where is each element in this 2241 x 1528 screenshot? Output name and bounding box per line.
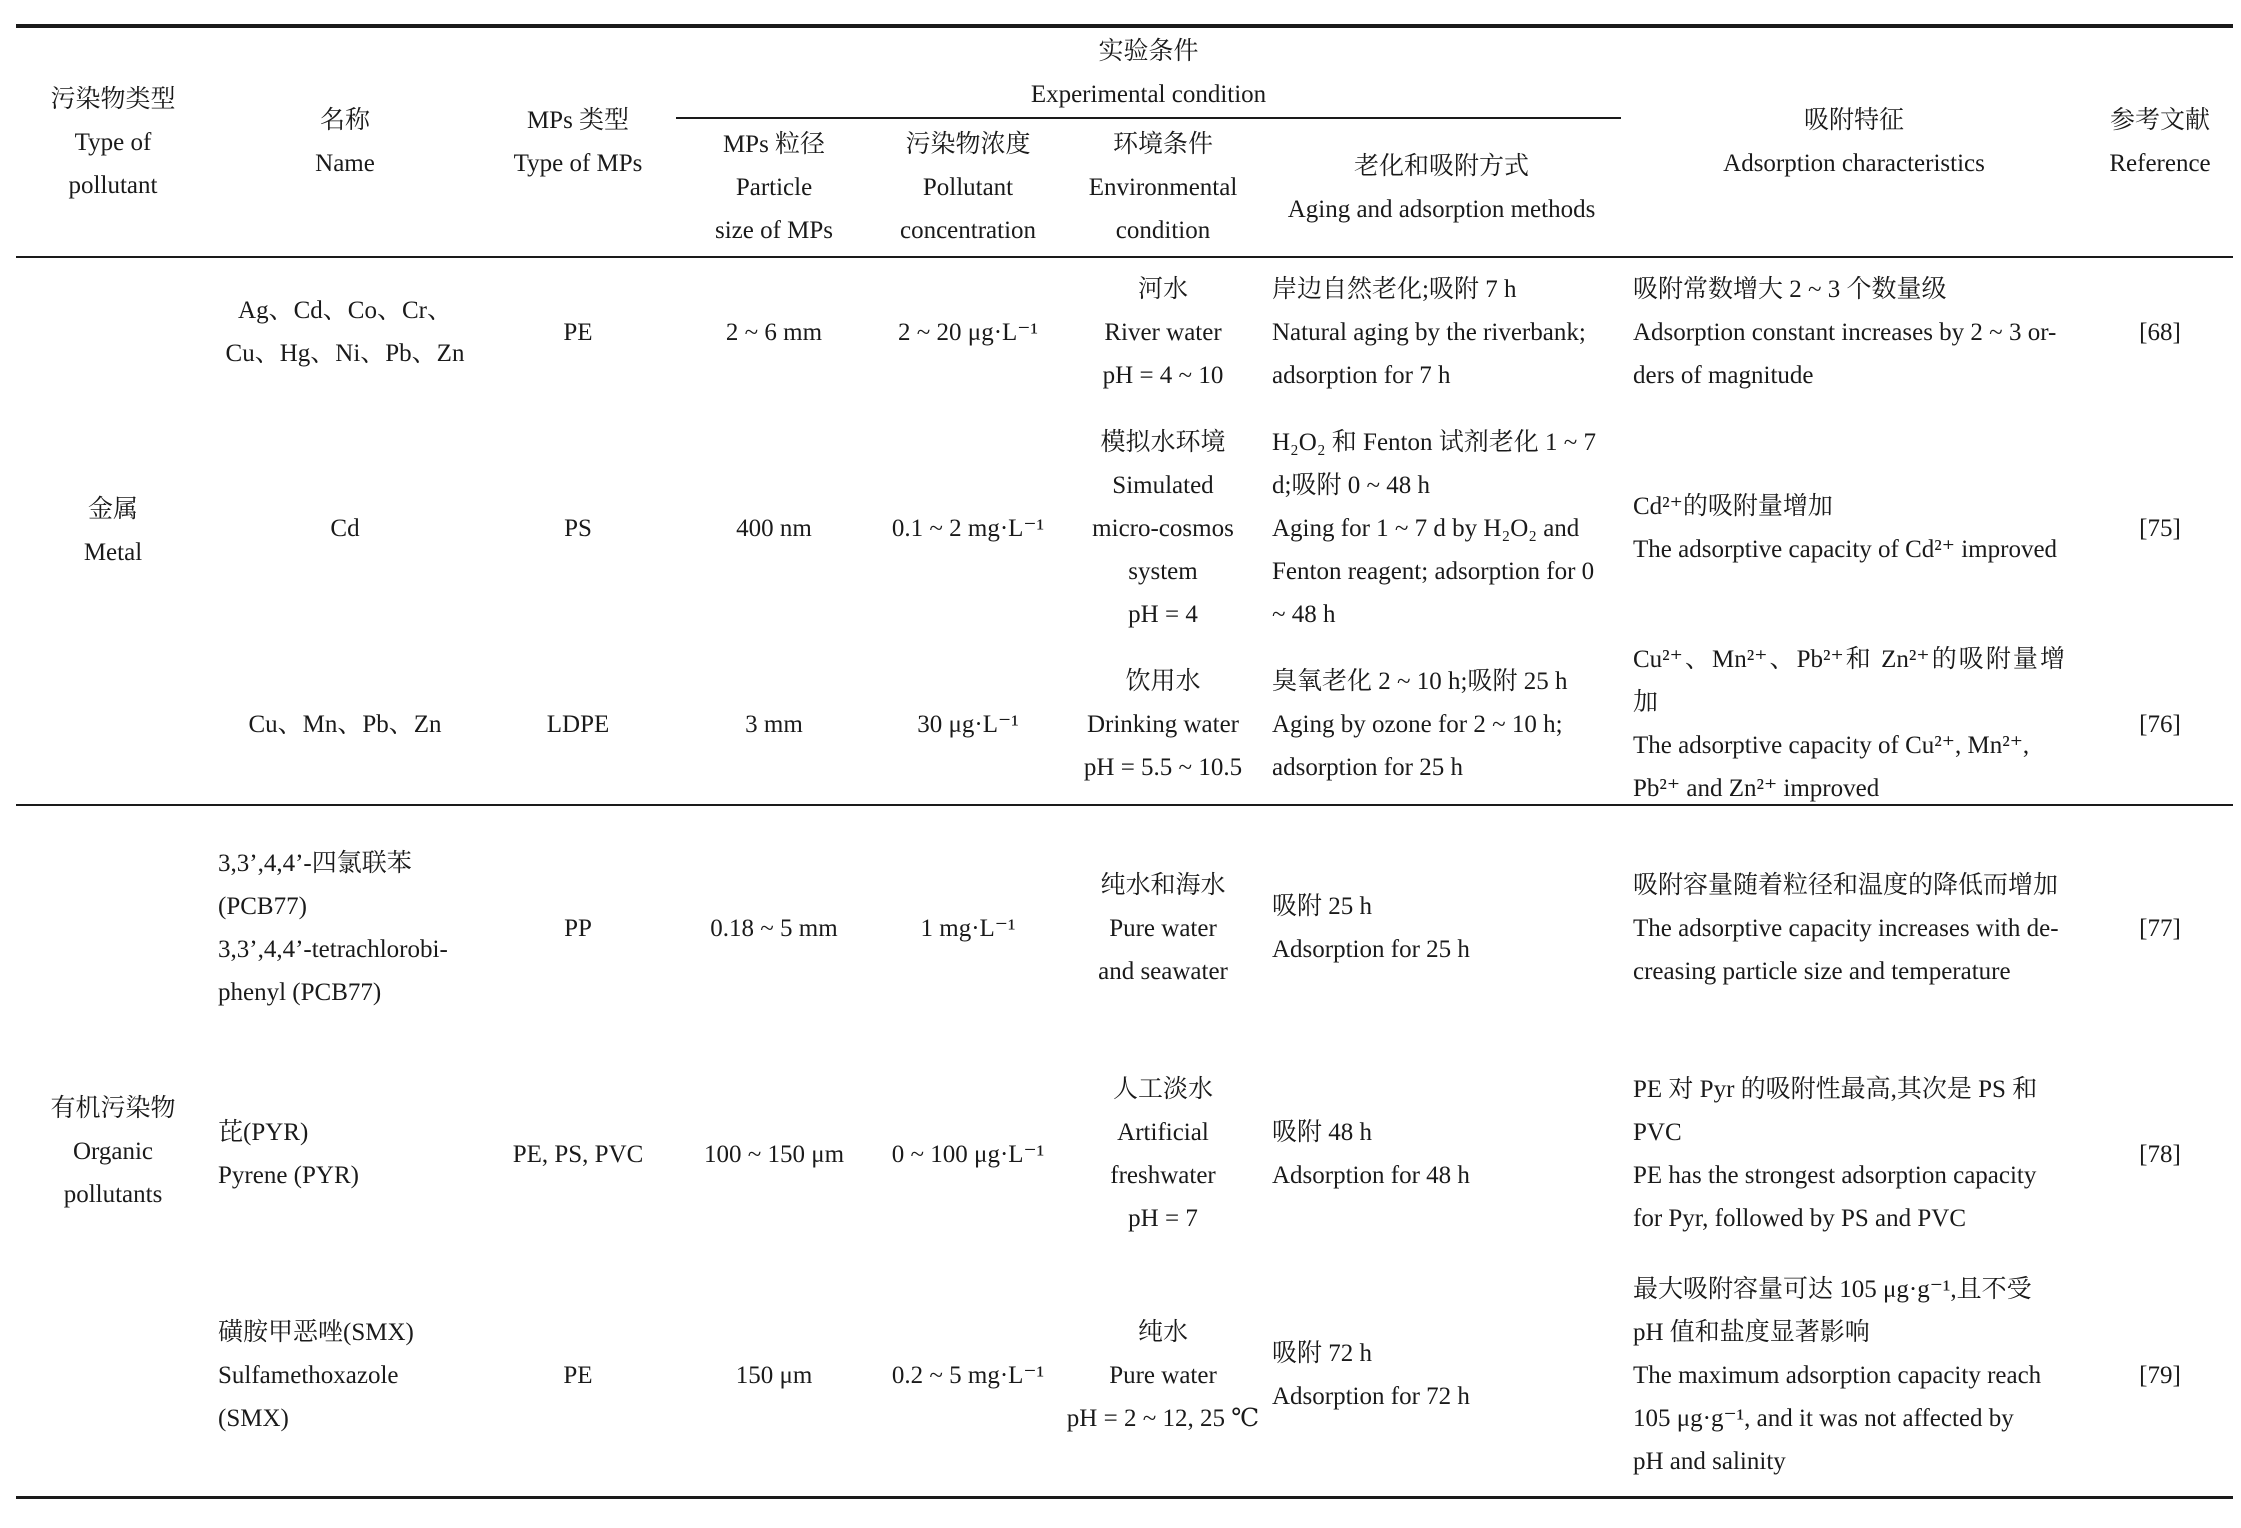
header-type-of-pollutant-line: Type of [74, 128, 152, 156]
table-cell-char-line: Adsorption constant increases by 2 ~ 3 or- [1633, 318, 2057, 346]
table-cell-size-line: 2 ~ 6 mm [725, 318, 823, 346]
table-cell-size [676, 410, 872, 646]
table-cell-ref [2087, 652, 2233, 796]
header-name-line: 名称 [319, 107, 370, 134]
header-adsorption-characteristics-line: Adsorption characteristics [1723, 150, 1985, 177]
table-cell-name-line: Cd [330, 514, 360, 542]
table-cell-mps [480, 1262, 676, 1488]
table-cell-size [676, 820, 872, 1036]
table-cell-char-line: pH 值和盐度显著影响 [1633, 1318, 1870, 1346]
table-cell-env-line: pH = 7 [1128, 1205, 1198, 1232]
table-cell-char-line: pH and salinity [1633, 1447, 1786, 1475]
table-cell-env-line: 纯水 [1137, 1318, 1188, 1346]
table-cell-name-line: (SMX) [218, 1404, 289, 1432]
table-cell-ref-line: [77] [2139, 914, 2181, 942]
table-cell-name-line: Cu、Mn、Pb、Zn [248, 710, 442, 738]
table-cell-mps [480, 410, 676, 646]
header-aging-adsorption-line: 老化和吸附方式 [1353, 152, 1529, 180]
table-cell-env-line: Drinking water [1086, 710, 1240, 738]
table-cell-mps-line: PE [563, 1361, 593, 1389]
table-cell-conc-line: 0.1 ~ 2 mg·L⁻¹ [891, 514, 1045, 542]
table-cell-char-line: 105 μg·g⁻¹, and it was not affected by [1633, 1404, 2014, 1432]
table-cell-mps-line: PP [564, 914, 592, 942]
table-cell-name-line: 芘(PYR) [218, 1119, 309, 1146]
table-cell-aging-line: 岸边自然老化;吸附 7 h [1272, 275, 1517, 303]
header-environmental-condition [1064, 119, 1262, 256]
table-cell-aging-line: ~ 48 h [1272, 600, 1336, 628]
header-reference-line: 参考文献 [2109, 107, 2210, 134]
table-cell-env-line: Pure water [1109, 914, 1217, 942]
table-cell-char-line: The maximum adsorption capacity reach [1633, 1361, 2042, 1389]
table-cell-conc [872, 1262, 1064, 1488]
table-cell-aging-line: 吸附 25 h [1272, 893, 1373, 920]
table-cell-conc [872, 1056, 1064, 1252]
table-cell-env-line: pH = 4 [1128, 600, 1198, 628]
table-cell-conc-line: 0 ~ 100 μg·L⁻¹ [891, 1140, 1045, 1168]
table-cell-aging [1272, 820, 1611, 1036]
table-cell-size [676, 268, 872, 396]
header-pollutant-concentration-line: concentration [899, 217, 1037, 244]
table-cell-aging-line: adsorption for 7 h [1272, 361, 1451, 389]
group-label-line: pollutants [63, 1180, 163, 1208]
table-cell-char-line: 吸附常数增大 2 ~ 3 个数量级 [1633, 275, 1947, 303]
table-cell-name [210, 268, 480, 396]
table-cell-char-line: The adsorptive capacity of Cu²⁺, Mn²⁺, [1633, 732, 2030, 759]
table-cell-conc [872, 410, 1064, 646]
table-cell-aging-line: 吸附 48 h [1272, 1119, 1373, 1146]
table-cell-char [1633, 1056, 2065, 1252]
table-cell-mps-line: PS [564, 514, 592, 542]
table-cell-env-line: River water [1104, 318, 1222, 346]
header-aging-adsorption [1262, 119, 1621, 256]
table-cell-ref [2087, 820, 2233, 1036]
table-cell-ref-line: [76] [2139, 710, 2181, 738]
table-cell-conc [872, 268, 1064, 396]
table-cell-char-line: 最大吸附容量可达 105 μg·g⁻¹,且不受 [1633, 1275, 2032, 1303]
table-cell-name [218, 1056, 480, 1252]
table-cell-conc-line: 0.2 ~ 5 mg·L⁻¹ [891, 1361, 1045, 1389]
table-cell-name-line: Cu、Hg、Ni、Pb、Zn [225, 340, 465, 367]
table-cell-conc-line: 30 μg·L⁻¹ [917, 710, 1019, 738]
header-aging-adsorption-line: Aging and adsorption methods [1287, 195, 1596, 223]
group-label [16, 806, 210, 1496]
table-cell-env [1064, 1262, 1262, 1488]
table-cell-env-line: 纯水和海水 [1100, 871, 1226, 899]
table-cell-env-line: 饮用水 [1125, 667, 1201, 695]
table-cell-size-line: 3 mm [745, 710, 803, 738]
header-type-of-mps [480, 28, 676, 256]
table-cell-name-line: phenyl (PCB77) [218, 979, 382, 1006]
table-cell-char-line: The adsorptive capacity increases with de- [1633, 914, 2059, 942]
table-cell-ref [2087, 410, 2233, 646]
table-cell-env-line: 模拟水环境 [1100, 428, 1226, 456]
table-cell-aging [1272, 1056, 1611, 1252]
table-cell-conc [872, 820, 1064, 1036]
table-cell-name-line: 3,3’,4,4’-tetrachlorobi- [218, 936, 448, 963]
table-cell-env-line: pH = 4 ~ 10 [1102, 361, 1224, 389]
group-label-line: Metal [83, 539, 143, 566]
table-cell-env-line: 河水 [1137, 275, 1188, 303]
table-cell-conc-line: 2 ~ 20 μg·L⁻¹ [898, 318, 1038, 346]
table-cell-char-line: Cd²⁺的吸附量增加 [1633, 493, 1833, 520]
group-label [16, 258, 210, 804]
header-type-of-mps-line: MPs 类型 [526, 107, 630, 134]
header-pollutant-concentration-line: 污染物浓度 [905, 131, 1031, 158]
header-experimental-condition [676, 28, 1621, 117]
table-cell-char-line: ders of magnitude [1633, 361, 1814, 389]
table-cell-aging-line: Aging by ozone for 2 ~ 10 h; [1272, 710, 1563, 738]
table-cell-size-line: 400 nm [736, 514, 812, 542]
table-cell-char-line: creasing particle size and temperature [1633, 957, 2011, 985]
table-cell-aging [1272, 410, 1611, 646]
table-cell-ref [2087, 1056, 2233, 1252]
table-cell-mps [480, 652, 676, 796]
table-cell-name [210, 652, 480, 796]
table-cell-name [218, 820, 480, 1036]
table-cell-mps [480, 820, 676, 1036]
group-label-line: Organic [72, 1137, 154, 1165]
header-reference [2087, 28, 2233, 256]
table-cell-char-line: Pb²⁺ and Zn²⁺ improved [1633, 775, 1880, 802]
header-environmental-condition-line: condition [1115, 217, 1211, 244]
table-cell-ref-line: [75] [2139, 514, 2181, 542]
table-cell-env-line: 人工淡水 [1112, 1076, 1213, 1103]
header-type-of-pollutant [16, 28, 210, 256]
table-cell-ref [2087, 268, 2233, 396]
header-name [210, 28, 480, 256]
header-type-of-pollutant-line: 污染物类型 [50, 85, 176, 113]
group-divider-rule [16, 804, 2233, 806]
table-cell-env [1064, 652, 1262, 796]
table-cell-char [1633, 410, 2065, 646]
table-cell-mps-line: PE, PS, PVC [512, 1140, 644, 1168]
header-pollutant-concentration [872, 119, 1064, 256]
table-cell-name-line: Pyrene (PYR) [218, 1162, 359, 1189]
table-cell-name-line: Sulfamethoxazole [218, 1361, 399, 1389]
header-experimental-condition-line: Experimental condition [1030, 80, 1267, 108]
table-cell-aging [1272, 652, 1611, 796]
table-cell-size-line: 0.18 ~ 5 mm [710, 914, 838, 942]
table-cell-env-line: system [1128, 557, 1198, 585]
table-cell-aging-line: d;吸附 0 ~ 48 h [1272, 471, 1430, 499]
table-cell-size-line: 100 ~ 150 μm [703, 1140, 845, 1168]
table-cell-aging-line: Adsorption for 25 h [1272, 936, 1470, 963]
table-cell-mps [480, 1056, 676, 1252]
table-cell-env [1064, 1056, 1262, 1252]
table-cell-aging-line: H₂O₂ 和 Fenton 试剂老化 1 ~ 7 [1272, 428, 1597, 456]
table-cell-size [676, 1262, 872, 1488]
table-cell-name-line: Ag、Cd、Co、Cr、 [238, 297, 452, 324]
table-cell-char [1633, 820, 2065, 1036]
table-cell-env [1064, 410, 1262, 646]
table-cell-env [1064, 820, 1262, 1036]
table-cell-mps-line: PE [563, 318, 593, 346]
table-cell-char [1633, 1262, 2065, 1488]
table-cell-mps [480, 268, 676, 396]
table-cell-char [1633, 268, 2065, 396]
table-cell-name-line: 3,3’,4,4’-四氯联苯 [218, 850, 412, 877]
table-cell-name-line: (PCB77) [218, 893, 307, 920]
table-cell-size-line: 150 μm [735, 1361, 813, 1389]
header-particle-size-line: size of MPs [714, 217, 834, 244]
header-reference-line: Reference [2109, 150, 2211, 177]
table-cell-env-line: pH = 2 ~ 12, 25 ℃ [1066, 1404, 1260, 1432]
header-environmental-condition-line: Environmental [1088, 174, 1238, 201]
header-particle-size [676, 119, 872, 256]
header-particle-size-line: MPs 粒径 [722, 131, 826, 158]
table-cell-conc-line: 1 mg·L⁻¹ [920, 914, 1016, 942]
table-cell-name [210, 410, 480, 646]
table-cell-mps-line: LDPE [546, 710, 610, 738]
header-adsorption-characteristics-line: 吸附特征 [1803, 107, 1904, 134]
header-environmental-condition-line: 环境条件 [1112, 131, 1213, 158]
table-cell-aging-line: adsorption for 25 h [1272, 753, 1463, 781]
table-cell-char-line: The adsorptive capacity of Cd²⁺ improved [1633, 536, 2058, 563]
group-label-line: 金属 [87, 496, 138, 523]
table-cell-char-line: Cu²⁺、Mn²⁺、Pb²⁺和 Zn²⁺的吸附量增加 [1633, 646, 2065, 716]
table-cell-env-line: micro-cosmos [1092, 514, 1234, 542]
table-cell-char-line: PE 对 Pyr 的吸附性最高,其次是 PS 和 [1633, 1076, 2038, 1103]
table-cell-char [1633, 646, 2065, 802]
table-cell-ref-line: [79] [2139, 1361, 2181, 1389]
table-cell-aging-line: Aging for 1 ~ 7 d by H₂O₂ and [1272, 514, 1580, 542]
header-adsorption-characteristics [1621, 28, 2087, 256]
table-cell-char-line: 吸附容量随着粒径和温度的降低而增加 [1633, 871, 2059, 899]
table-cell-env-line: Pure water [1109, 1361, 1217, 1389]
table-cell-env-line: freshwater [1110, 1162, 1216, 1189]
header-name-line: Name [315, 150, 375, 177]
table-cell-env [1064, 268, 1262, 396]
table-cell-aging-line: Adsorption for 48 h [1272, 1162, 1470, 1189]
header-bottom-rule [16, 256, 2233, 258]
table-cell-env-line: pH = 5.5 ~ 10.5 [1083, 753, 1243, 781]
group-label-line: 有机污染物 [50, 1094, 176, 1122]
table-cell-size [676, 652, 872, 796]
table-cell-ref-line: [68] [2139, 318, 2181, 346]
table-cell-aging-line: Fenton reagent; adsorption for 0 [1272, 557, 1595, 585]
header-particle-size-line: Particle [735, 174, 813, 201]
table-cell-char-line: PE has the strongest adsorption capacity [1633, 1162, 2037, 1189]
header-experimental-condition-line: 实验条件 [1098, 37, 1199, 65]
table-cell-char-line: PVC [1633, 1119, 1682, 1146]
table-cell-aging-line: Natural aging by the riverbank; [1272, 318, 1586, 346]
table-cell-size [676, 1056, 872, 1252]
table-cell-env-line: and seawater [1098, 957, 1228, 985]
table-cell-ref [2087, 1262, 2233, 1488]
table-cell-name [218, 1262, 480, 1488]
header-type-of-mps-line: Type of MPs [513, 150, 643, 177]
table-cell-aging-line: Adsorption for 72 h [1272, 1383, 1470, 1410]
table-cell-name-line: 磺胺甲恶唑(SMX) [218, 1318, 414, 1346]
table-cell-aging [1272, 1262, 1611, 1488]
table-cell-char-line: for Pyr, followed by PS and PVC [1633, 1205, 1967, 1232]
table-bottom-rule [16, 1496, 2233, 1499]
header-pollutant-concentration-line: Pollutant [922, 174, 1014, 201]
table-cell-aging-line: 臭氧老化 2 ~ 10 h;吸附 25 h [1272, 667, 1568, 695]
table-cell-env-line: Simulated [1112, 471, 1214, 499]
table-cell-ref-line: [78] [2139, 1140, 2181, 1168]
header-type-of-pollutant-line: pollutant [68, 171, 158, 199]
table-cell-env-line: Artificial [1117, 1119, 1209, 1146]
table-cell-aging [1272, 268, 1611, 396]
table-cell-aging-line: 吸附 72 h [1272, 1340, 1373, 1367]
table-cell-conc [872, 652, 1064, 796]
